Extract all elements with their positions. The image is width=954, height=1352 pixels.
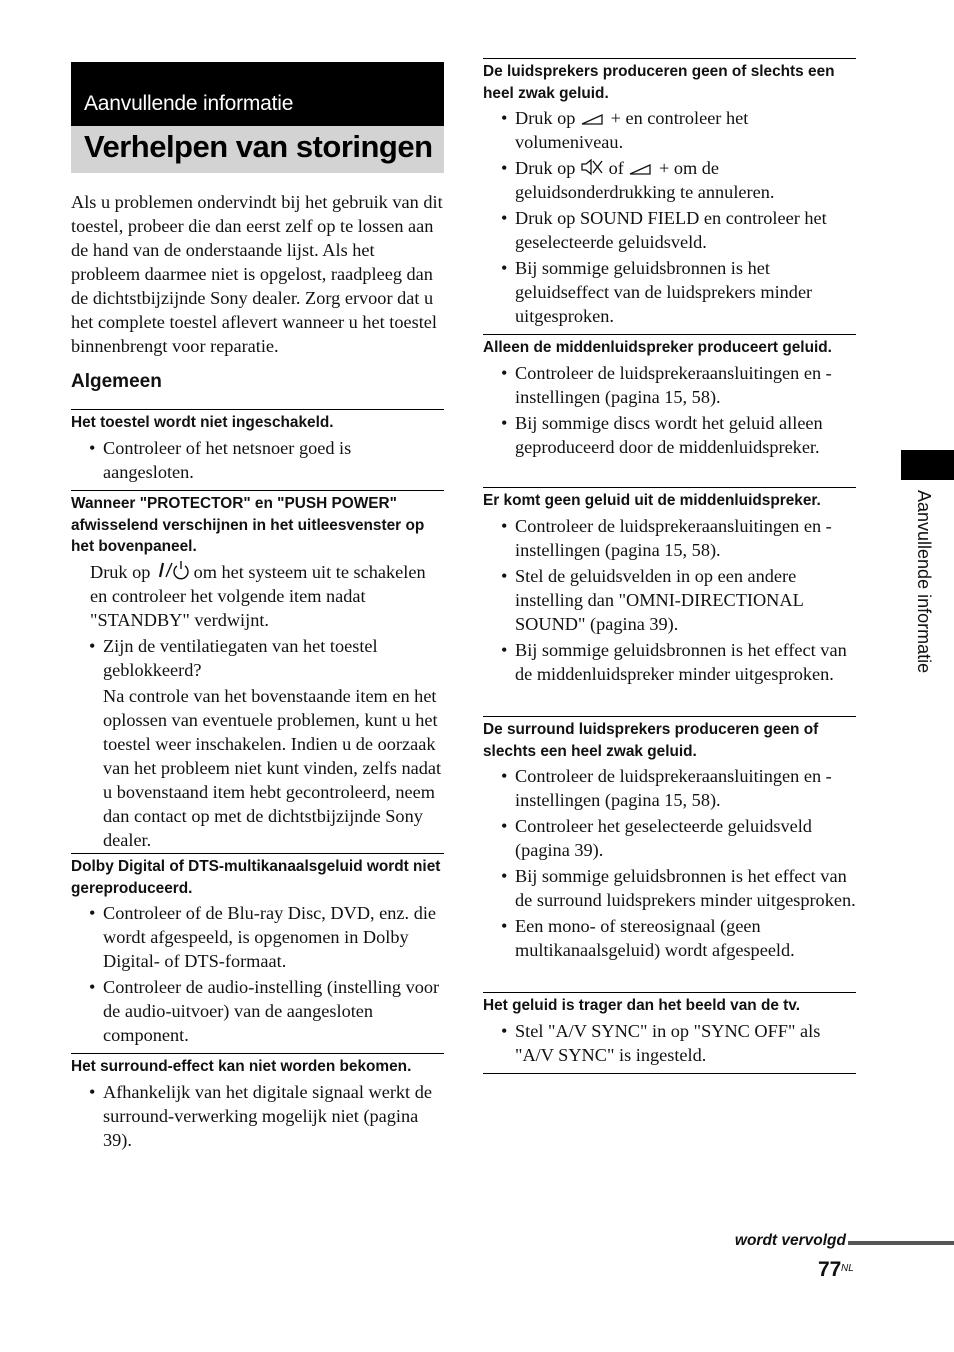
trouble-block-protector — [71, 490, 444, 854]
continuation-text: Na controle van het bovenstaande item en het oplossen van eventuele problemen, kunt u het toestel weer inschakelen. Indien u de oorzaak van het probleem niet kunt vinden, zelfs nadat u bovenstaand item hebt gecontroleerd, neem dan contact op met de dichtstbijzijnde Sony dealer. — [103, 685, 442, 850]
trouble-block-surround-effect — [71, 1053, 444, 1154]
side-tab-marker — [901, 450, 954, 480]
trouble-block-surround-speakers — [483, 716, 856, 964]
list-item: • Druk op + en controleer het volumeniveau. — [501, 108, 749, 152]
volume-icon — [580, 112, 606, 126]
trouble-heading: De luidsprekers produceren geen of slechts een heel zwak geluid. — [483, 58, 856, 104]
list-item: • Controleer of het netsnoer goed is aangesloten. — [89, 437, 352, 482]
trouble-heading: Dolby Digital of DTS-multikanaalsgeluid wordt niet gereproduceerd. — [71, 853, 444, 899]
trouble-heading: De surround luidsprekers produceren geen of slechts een heel zwak geluid. — [483, 716, 856, 762]
title-banner — [71, 126, 444, 173]
list-item: • Stel de geluidsvelden in op een andere instelling dan "OMNI-DIRECTIONAL SOUND" (pagina 39). — [501, 565, 804, 634]
list-item: • Controleer of de Blu-ray Disc, DVD, enz. die wordt afgespeeld, is opgenomen in Dolby Digital- of DTS-formaat. — [89, 903, 437, 971]
page-language-suffix: NL — [841, 1263, 854, 1274]
trouble-heading: Er komt geen geluid uit de middenluidspreker. — [483, 487, 856, 512]
list-item: • Druk op SOUND FIELD en controleer het geselecteerde geluidsveld. — [501, 208, 827, 252]
divider — [483, 1073, 856, 1074]
trouble-heading: Alleen de middenluidspreker produceert geluid. — [483, 334, 856, 359]
muting-icon — [580, 158, 604, 176]
category-banner — [71, 62, 444, 126]
category-title: Aanvullende informatie — [84, 92, 294, 115]
trouble-heading: Wanneer "PROTECTOR" en "PUSH POWER" afwisselend verschijnen in het uitleesvenster op het bovenpaneel. — [71, 490, 444, 558]
trouble-block-speakers — [483, 58, 856, 330]
trouble-block-center-only — [483, 334, 856, 461]
list-item: • Controleer het geselecteerde geluidsveld (pagina 39). — [501, 816, 812, 860]
instruction-text: Druk op om het systeem uit te schakelen en controleer het volgende item nadat "STANDBY" verdwijnt. — [90, 561, 426, 630]
trouble-block-power — [71, 409, 444, 486]
page-number: 77 — [818, 1258, 842, 1281]
list-item: • Controleer de luidsprekeraansluitingen en -instellingen (pagina 15, 58). — [501, 362, 832, 407]
trouble-block-center-silent — [483, 487, 856, 688]
section-title: Algemeen — [71, 371, 162, 392]
side-label: Aanvullende informatie — [914, 490, 934, 674]
power-icon — [155, 560, 189, 580]
intro-paragraph: Als u problemen ondervindt bij het gebruik van dit toestel, probeer die dan eerst zelf op te lossen aan de hand van de onderstaande lijst. Als het probleem daarmee niet is opgelost, raadpleeg dan de dichtstbijzijnde Sony dealer. Zorg ervoor dat u het complete toestel aflevert wanneer u het toestel binnenbrengt voor reparatie. — [71, 192, 443, 356]
trouble-heading: Het toestel wordt niet ingeschakeld. — [71, 409, 444, 434]
list-item: • Een mono- of stereosignaal (geen multikanaalsgeluid) wordt afgespeeld. — [501, 916, 795, 960]
continued-label: wordt vervolgd — [734, 1232, 846, 1249]
page-title: Verhelpen van storingen — [84, 129, 433, 164]
list-item: • Zijn de ventilatiegaten van het toestel geblokkeerd? — [89, 635, 378, 680]
list-item: • Afhankelijk van het digitale signaal werkt de surround-verwerking mogelijk niet (pagina 39). — [89, 1081, 432, 1150]
list-item: • Druk op of + om de geluidsonderdrukking te annuleren. — [501, 158, 775, 202]
list-item: • Stel "A/V SYNC" in op "SYNC OFF" als "A/V SYNC" is ingesteld. — [501, 1020, 821, 1065]
trouble-block-dolby — [71, 853, 444, 1049]
trouble-heading: Het surround-effect kan niet worden bekomen. — [71, 1053, 444, 1078]
list-item: • Bij sommige geluidsbronnen is het geluidseffect van de luidsprekers minder uitgesproken. — [501, 258, 813, 326]
list-item: • Bij sommige geluidsbronnen is het effect van de surround luidsprekers minder uitgesproken. — [501, 866, 856, 910]
volume-icon — [628, 162, 654, 176]
list-item: • Controleer de audio-instelling (instelling voor de audio-uitvoer) van de aangesloten component. — [89, 977, 440, 1045]
list-item: • Controleer de luidsprekeraansluitingen en -instellingen (pagina 15, 58). — [501, 766, 832, 810]
trouble-heading: Het geluid is trager dan het beeld van de tv. — [483, 992, 856, 1017]
list-item: • Controleer de luidsprekeraansluitingen en -instellingen (pagina 15, 58). — [501, 515, 832, 560]
list-item: • Bij sommige geluidsbronnen is het effect van de middenluidspreker minder uitgesproken. — [501, 639, 847, 684]
list-item: • Bij sommige discs wordt het geluid alleen geproduceerd door de middenluidspreker. — [501, 412, 823, 457]
trouble-block-av-sync — [483, 992, 856, 1069]
continued-arrow-bar — [848, 1241, 954, 1245]
